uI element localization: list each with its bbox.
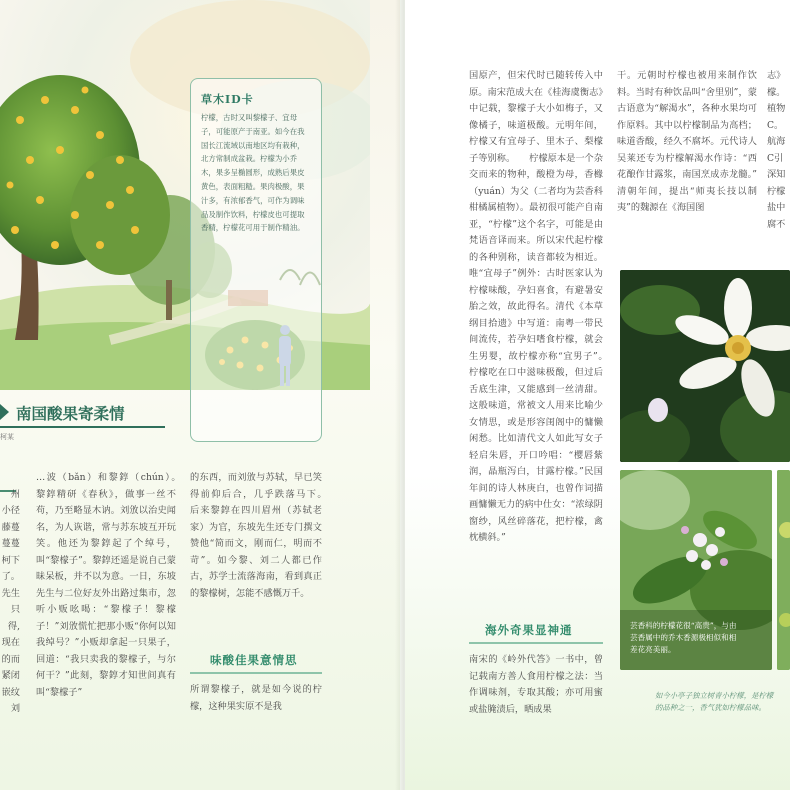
cut-line: 航海 xyxy=(767,136,786,147)
fragment-line: 小径 xyxy=(1,505,20,516)
body-text-1: …波（bǎn）和黎錞（chún）。 黎錞精研《春秋》，做事一丝不苟，乃至略显木讷。刘攽以治史闻名，为人诙谐，常与苏东坡互开玩笑。他还为黎錞起了个绰号，叫“黎檬子”。黎錞还遥是说自己蒙昧呆板，并不以为意。一日，东坡先生与二位好友外出路过集市，忽听小贩吆喝：“黎檬子！黎檬子！”刘攽慌忙把那小贩“你何以知我绰号？”小贩却拿起一只果子，回道：“我只卖我的黎檬子，与尔何干？”此刻，黎錞才知世间真有叫“黎檬子” xyxy=(36,472,176,698)
cut-line: C引 xyxy=(767,152,784,164)
fragment-line xyxy=(0,470,22,487)
right-page xyxy=(405,0,790,790)
body-text-4: 干。元朝时柠檬也被用来制作饮料。当时有种饮品叫“舍里别”，蒙古语意为“解渴水”，各种水果均可作原料。其中以柠檬制品为高档；味道香酸，经久不腐坏。元代诗人吴莱还专为柠檬解渴水作诗：“西花酿作甘露浆，南国烹成赤龙髓。” 清朝年间，提出“师夷长技以制夷”的魏源在《海国图 xyxy=(617,70,757,213)
body-text-3b: 南宋的《岭外代答》一书中，曾记载南方善人食用柠檬之法：当作调味剂，专取其酸；亦可用蜜或盐腌渍后，晒成果 xyxy=(469,654,603,715)
lemon-edge-image xyxy=(777,470,790,670)
arrow-marker-icon xyxy=(0,402,10,422)
fragment-line: 蔓蔓 xyxy=(1,538,20,549)
cut-off-column-right xyxy=(767,68,790,238)
fragment-line: 先生 xyxy=(1,587,20,599)
body-column-1 xyxy=(36,470,176,720)
fragment-line: 只得, xyxy=(7,604,20,632)
body-column-2b xyxy=(190,682,322,722)
fragment-line: 嵌纹 xyxy=(1,686,20,698)
sub-heading-1: 味酸佳果意情思 xyxy=(210,653,298,667)
title-underline xyxy=(0,426,165,428)
section-title-left xyxy=(0,400,170,426)
fragment-line: 刘 xyxy=(10,703,20,714)
body-column-4 xyxy=(617,68,757,238)
cut-line: C。 xyxy=(767,119,784,131)
cut-off-column xyxy=(0,470,22,720)
cut-line: 腐不 xyxy=(767,218,786,230)
id-card-text: 柠檬，古时又叫黎檬子、宜母子，可能原产于南亚。如今在我国长江流域以南地区均有栽种，北方常制成盆栽。柠檬为小乔木，果多呈椭圆形，成熟后果皮黄色，表面粗糙。果肉极酸，果汁多，有浓郁香气，可作为调味品及制作饮料，柠檬皮也可提取香精，柠檬花可用于制作精油。 xyxy=(201,113,305,233)
sub-heading-2-rule xyxy=(469,642,603,644)
body-text-3a: 国原产，但宋代时已随转传入中原。南宋范成大在《桂海虞衡志》中记载，黎檬子大小如梅子，又像橘子，味道极酸。元明年间，柠檬又有宜母子、里木子、梨檬子等别称。 柠檬原本是一个杂交而来的物种，酸橙为母，香橼（yuán）为父（二者均为芸香科柑橘属植物）。最初很可能产自南亚，“柠檬”这个名字，可能是由梵语音译而来。所以宋代起柠檬的各种别称，读音都较为相近。唯“宜母子”例外：古时医家认为柠檬味酸，孕妇喜食，有避暑安胎之效，故此得名。清代《本草纲目拾遗》中写道：南粤一带民间流传，若孕妇嗜食柠檬，就会生男婴，故柠檬亦称“宜男子”。 柠檬吃在口中滋味极酸，但过后舌底生津，又能感到一丝清甜。这般味道，常被文人用来比喻少女情思，或是形容闺阁中的慵懒闲愁。比如清代文人如此写女子轻启朱唇，开口吟唱：“樱唇紫润，晶瓶泻白，甘露柠檬。”民国年间的诗人林庚白，也曾作词描画慵懒无力的病中仕女：“浓绿阴窗纱，风丝碎落花，把柠檬，禽枕横斜。” xyxy=(469,70,603,543)
small-lemon-photo xyxy=(777,470,790,670)
fragment-line: 紧闭 xyxy=(1,670,20,681)
lemon-blossom-photo xyxy=(620,270,790,462)
body-text-2b: 所谓黎檬子，就是如今说的柠檬，这种果实原不是我 xyxy=(190,684,322,712)
fragment-line: 的而 xyxy=(1,653,20,665)
cut-line: 盐中 xyxy=(767,202,786,213)
cut-line: 深知 xyxy=(767,169,786,180)
sub-heading-2: 海外奇果显神通 xyxy=(485,623,573,637)
cut-line: 檬。 xyxy=(767,86,786,98)
blossom-cluster-photo xyxy=(620,470,772,670)
fragment-line: 柯下 xyxy=(1,554,20,566)
fragment-line: 藤蔓 xyxy=(1,521,20,533)
cut-line: 柠檬 xyxy=(767,185,786,197)
sub-heading-1-rule xyxy=(190,672,322,674)
fragment-line: 了。 xyxy=(1,571,20,582)
id-card-title: 草木ID卡 xyxy=(201,93,254,106)
body-column-3b xyxy=(469,652,603,722)
side-caption: 如今小亭子独立树青小柠檬，是柠檬的品种之一，香气犹如柠檬品味。 xyxy=(655,691,774,712)
body-text-2a: 的东西，而刘攽与苏轼，早已笑得前仰后合，几乎跌落马下。 后来黎錞在四川眉州（苏轼老家）为官，东坡先生还专门撰文赞他“简而文，刚而仁，明而不苛”。如今黎、刘二人都已作古，苏学士流落海南，看到真正的黎檬树，怎能不感慨万千。 xyxy=(190,472,322,599)
photo-caption: 芸香科的柠檬花很“高贵”，与由芸香属中的乔木香源极相似和相差花亮美丽。 xyxy=(630,621,737,654)
plant-id-card xyxy=(190,78,322,442)
byline-note: 柯某 xyxy=(0,433,14,441)
fragment-line: 现在 xyxy=(1,637,20,648)
section-title-text: 南国酸果寄柔情 xyxy=(16,404,125,423)
body-column-2 xyxy=(190,470,322,620)
blossom-image xyxy=(620,270,790,462)
cut-line: 植物 xyxy=(767,103,786,114)
cut-line: 志》 xyxy=(767,70,786,81)
fragment-line: 州 xyxy=(10,488,20,500)
body-column-3 xyxy=(469,68,603,608)
